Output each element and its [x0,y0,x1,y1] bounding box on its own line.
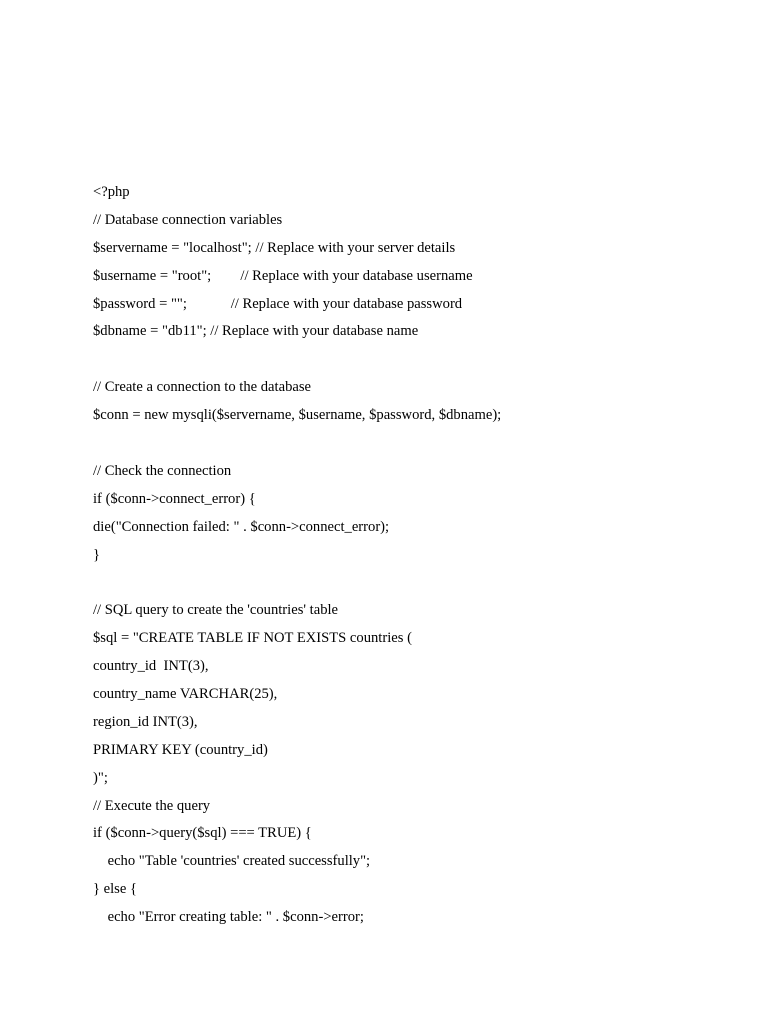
code-line: )"; [93,769,108,786]
code-line [93,346,733,374]
code-line: country_id INT(3), [93,658,209,675]
code-line: region_id INT(3), [93,713,198,730]
code-line: if ($conn->query($sql) === TRUE) { [93,825,312,842]
code-line: if ($conn->connect_error) { [93,490,256,507]
code-line: echo "Table 'countries' created successfully"; [93,853,371,870]
code-line [93,430,733,458]
code-line: // Execute the query [93,797,211,814]
code-line: } [93,546,101,563]
code-line: die("Connection failed: " . $conn->connect_error); [93,518,390,535]
code-line: // Create a connection to the database [93,379,312,396]
code-line: $sql = "CREATE TABLE IF NOT EXISTS countries ( [93,630,412,647]
code-line: } else { [93,881,137,898]
code-line: $password = ""; // Replace with your database password [93,295,463,312]
code-line: echo "Error creating table: " . $conn->error; [93,909,364,926]
code-line: // Check the connection [93,462,232,479]
code-line: // SQL query to create the 'countries' table [93,602,339,619]
code-line: $conn = new mysqli($servername, $username, $password, $dbname); [93,407,502,424]
code-line: $username = "root"; // Replace with your database username [93,267,473,284]
code-line: $dbname = "db11"; // Replace with your database name [93,323,419,340]
code-line: // Database connection variables [93,211,283,228]
code-line: $servername = "localhost"; // Replace with your server details [93,239,456,256]
code-line: PRIMARY KEY (country_id) [93,741,268,758]
code-line: country_name VARCHAR(25), [93,686,278,703]
code-line [93,569,733,597]
code-line: <?php [93,184,130,200]
code-listing [93,179,733,932]
